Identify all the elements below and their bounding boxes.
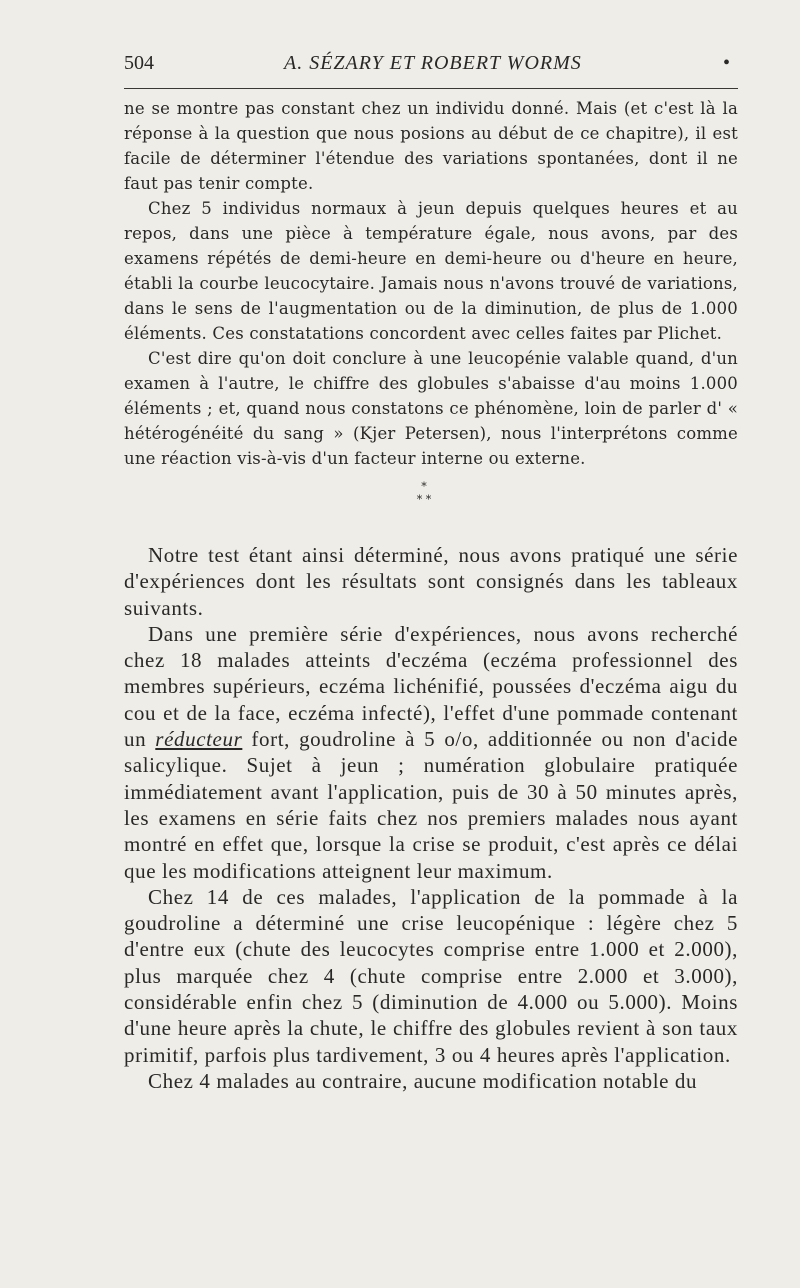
- small-print-section: [124, 96, 738, 471]
- paragraph: [124, 621, 738, 884]
- running-head: A. SÉZARY ET ROBERT WORMS: [284, 52, 582, 74]
- main-text-section: [124, 542, 738, 1094]
- asterism-top: *: [421, 480, 427, 493]
- paragraph: Notre test étant ainsi déterminé, nous avons pratiqué une série d'expériences dont les résultats sont consignés dans les tableaux suivants.: [124, 543, 738, 620]
- paragraph: C'est dire qu'on doit conclure à une leucopénie valable quand, d'un examen à l'autre, le chiffre des globules s'abaisse d'au moins 1.000 éléments ; et, quand nous constatons ce phénomène, loin de parler d' « hétérogénéité du sang » (Kjer Petersen), nous l'interprétons comme une réaction vis-à-vis d'un facteur interne ou externe.: [124, 349, 738, 468]
- header-rule: [124, 88, 738, 89]
- asterism-bottom: * *: [416, 493, 432, 506]
- paragraph-text: fort, goudroline à 5 o/o, additionnée ou non d'acide salicylique. Sujet à jeun ; numération globulaire pratiquée immédiatement avant l'application, puis de 30 à 50 minutes après, les examens en série faits chez nos premiers malades nous ayant montré en effet que, lorsque la crise se produit, c'est après ce délai que les modifications atteignent leur maximum.: [124, 727, 738, 883]
- header-dot: •: [722, 52, 730, 74]
- paragraph: Chez 5 individus normaux à jeun depuis quelques heures et au repos, dans une pièce à température égale, nous avons, par des examens répétés de demi-heure en demi-heure ou d'heure en heure, établi la courbe leucocytaire. Jamais nous n'avons trouvé de variations, dans le sens de l'augmentation ou de la diminution, de plus de 1.000 éléments. Ces constatations concordent avec celles faites par Plichet.: [124, 199, 738, 343]
- paragraph-text: Dans une première série d'expériences, nous avons recherché chez 18 malades atteints d'eczéma (eczéma professionnel des membres supérieurs, eczéma lichénifié, poussées d'eczéma aigu du cou et de la face, eczéma infecté), l'effet d'une pommade contenant un: [124, 621, 738, 752]
- paragraph: ne se montre pas constant chez un individu donné. Mais (et c'est là la réponse à la question que nous posions au début de ce chapitre), il est facile de déterminer l'étendue des variations spontanées, dont il ne faut pas tenir compte.: [124, 99, 738, 193]
- paragraph: Chez 4 malades au contraire, aucune modification notable du: [148, 1068, 698, 1093]
- page-header: [124, 52, 738, 82]
- page-number: 504: [124, 52, 154, 74]
- emphasis-word: réducteur: [155, 727, 243, 752]
- asterism-separator: [404, 480, 444, 506]
- paragraph: Chez 14 de ces malades, l'application de la pommade à la goudroline a déterminé une crise leucopénique : légère chez 5 d'entre eux (chute des leucocytes comprise entre 1.000 et 2.000), plus marquée chez 4 (chute comprise entre 2.000 et 3.000), considérable enfin chez 5 (diminution de 4.000 ou 5.000). Moins d'une heure après la chute, le chiffre des globules revient à son taux primitif, parfois plus tardivement, 3 ou 4 heures après l'application.: [124, 884, 738, 1067]
